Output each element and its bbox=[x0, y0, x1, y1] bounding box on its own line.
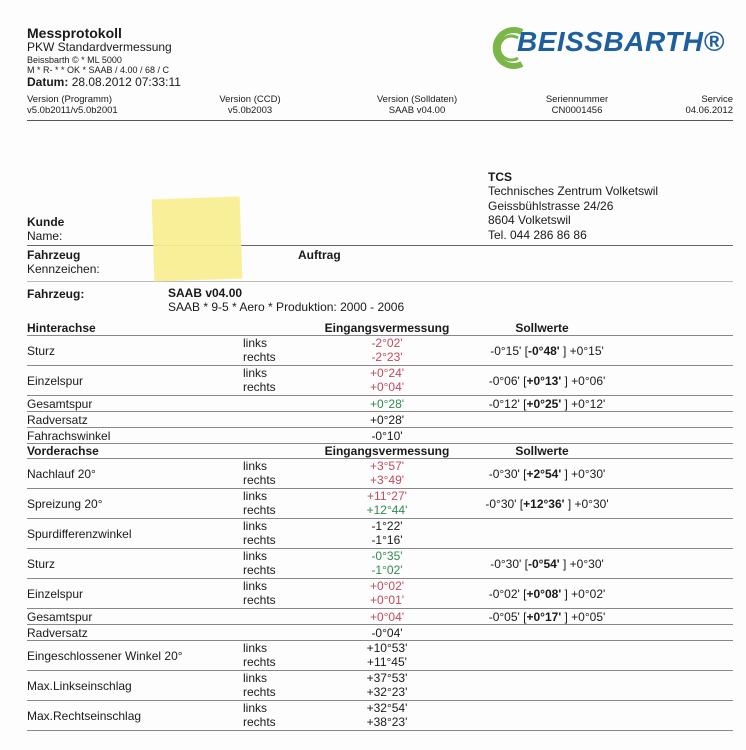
side-label-left: links bbox=[243, 459, 268, 473]
target-min: -0°05' [ bbox=[488, 610, 527, 624]
model-db: SAAB v04.00 bbox=[168, 286, 243, 300]
measurement-row bbox=[27, 671, 733, 701]
value-left: -1°22' bbox=[371, 519, 403, 533]
section-title: Vorderachse bbox=[27, 444, 99, 458]
version-label: Service bbox=[701, 94, 733, 105]
target-range bbox=[447, 557, 647, 571]
version-value: v5.0b2011/v5.0b2001 bbox=[27, 104, 118, 116]
target-nominal: +0°17' bbox=[526, 610, 562, 624]
side-label-right: rechts bbox=[243, 503, 276, 517]
value-right: +11°45' bbox=[367, 655, 407, 669]
side-label-left: links bbox=[243, 671, 268, 685]
value-right: +0°04' bbox=[369, 380, 405, 394]
target-nominal: +0°25' bbox=[526, 397, 562, 411]
version-value: CN0001456 bbox=[551, 104, 603, 116]
target-max: ] +0°06' bbox=[561, 374, 606, 388]
target-nominal: -0°48' bbox=[527, 344, 560, 358]
measurement-name: Gesamtspur bbox=[27, 397, 93, 411]
version-label: Version (Programm) bbox=[27, 94, 112, 105]
workshop-line: Technisches Zentrum Volketswil bbox=[488, 184, 659, 199]
measurement-name: Radversatz bbox=[27, 626, 88, 640]
value-right: +32°23' bbox=[366, 685, 408, 699]
section-header bbox=[27, 444, 733, 459]
vehicle-code: M * R- * * OK * SAAB / 4.00 / 68 / C bbox=[27, 65, 170, 76]
measurement-name: Max.Linkseinschlag bbox=[27, 679, 132, 693]
model-desc: SAAB * 9-5 * Aero * Produktion: 2000 - 2006 bbox=[168, 300, 405, 315]
divider bbox=[27, 245, 733, 246]
target-min: -0°30' [ bbox=[488, 467, 527, 481]
report-header bbox=[27, 25, 181, 89]
report-title: Messprotokoll bbox=[27, 25, 122, 41]
measurement-name: Nachlauf 20° bbox=[27, 467, 96, 481]
measurement-row bbox=[27, 625, 733, 641]
measurement-name: Einzelspur bbox=[27, 374, 84, 388]
side-label-right: rechts bbox=[243, 350, 276, 364]
value-total: +0°28' bbox=[369, 413, 405, 427]
side-label-right: rechts bbox=[243, 593, 276, 607]
measurement-name: Max.Rechtseinschlag bbox=[27, 709, 142, 723]
customer-heading: Kunde bbox=[27, 215, 65, 229]
target-min: -0°12' [ bbox=[488, 397, 527, 411]
measurement-row bbox=[27, 609, 733, 625]
measurement-row bbox=[27, 519, 733, 549]
target-nominal: +0°08' bbox=[526, 587, 562, 601]
date-label: Datum: bbox=[27, 74, 69, 89]
value-left: +0°02' bbox=[369, 579, 405, 593]
workshop-address bbox=[488, 170, 658, 242]
side-label-right: rechts bbox=[243, 685, 276, 699]
value-right: -1°02' bbox=[371, 563, 403, 577]
measurement-row bbox=[27, 366, 733, 396]
order-block bbox=[298, 248, 341, 262]
measurement-name: Radversatz bbox=[27, 413, 88, 427]
measurement-name: Sturz bbox=[27, 557, 56, 571]
version-label: Version (Solldaten) bbox=[376, 94, 458, 105]
side-label-right: rechts bbox=[243, 715, 276, 729]
value-left: -2°02' bbox=[371, 336, 403, 350]
plate-label: Kennzeichen: bbox=[27, 262, 100, 277]
customer-name-label: Name: bbox=[27, 229, 63, 244]
side-label-right: rechts bbox=[243, 380, 276, 394]
logo-text: BEISSBARTH® bbox=[517, 26, 725, 57]
target-range bbox=[447, 374, 647, 388]
side-label-right: rechts bbox=[243, 655, 276, 669]
side-label-left: links bbox=[243, 579, 268, 593]
workshop-line: Geissbühlstrasse 24/26 bbox=[488, 198, 614, 213]
target-max: ] +0°15' bbox=[559, 344, 604, 358]
value-left: +3°57' bbox=[369, 459, 405, 473]
value-right: +0°01' bbox=[369, 593, 405, 607]
value-right: +38°23' bbox=[366, 715, 408, 729]
workshop-phone: Tel. 044 286 86 86 bbox=[488, 227, 587, 242]
value-left: +10°53' bbox=[366, 641, 408, 655]
order-label: Auftrag bbox=[298, 248, 341, 262]
version-serial bbox=[527, 95, 627, 117]
version-programm bbox=[27, 95, 118, 117]
measurement-name: Spurdifferenzwinkel bbox=[27, 527, 132, 541]
target-min: -0°30' [ bbox=[485, 497, 524, 511]
measurement-row bbox=[27, 579, 733, 609]
target-min: -0°15' [ bbox=[490, 344, 528, 358]
beissbarth-logo bbox=[488, 26, 733, 71]
side-label-right: rechts bbox=[243, 563, 276, 577]
target-range bbox=[447, 610, 647, 624]
model-label-text: Fahrzeug: bbox=[27, 287, 85, 301]
value-right: +3°49' bbox=[369, 473, 405, 487]
target-nominal: +2°54' bbox=[526, 467, 562, 481]
side-label-left: links bbox=[243, 489, 268, 503]
target-range bbox=[447, 344, 647, 358]
measurement-row bbox=[27, 396, 733, 412]
side-label-right: rechts bbox=[243, 533, 276, 547]
measurement-name: Einzelspur bbox=[27, 587, 84, 601]
side-label-right: rechts bbox=[243, 473, 276, 487]
side-label-left: links bbox=[243, 549, 268, 563]
workshop-name: TCS bbox=[488, 170, 512, 184]
section-header bbox=[27, 321, 733, 336]
col-measured-header: Eingangsvermessung bbox=[324, 444, 450, 458]
value-left: +0°24' bbox=[369, 366, 405, 380]
measurement-name: Gesamtspur bbox=[27, 610, 93, 624]
measurement-row bbox=[27, 489, 733, 519]
target-max: ] +0°30' bbox=[564, 497, 609, 511]
target-range bbox=[447, 497, 647, 511]
target-range bbox=[447, 397, 647, 411]
model-label bbox=[27, 287, 84, 301]
target-range bbox=[447, 467, 647, 481]
customer-block bbox=[27, 215, 64, 244]
side-label-left: links bbox=[243, 366, 268, 380]
measurement-row bbox=[27, 336, 733, 366]
target-max: ] +0°05' bbox=[561, 610, 606, 624]
target-min: -0°30' [ bbox=[490, 557, 528, 571]
col-measured-header: Eingangsvermessung bbox=[324, 321, 450, 335]
version-value: v5.0b2003 bbox=[227, 104, 273, 116]
value-total: -0°04' bbox=[371, 626, 403, 640]
measurement-row bbox=[27, 701, 733, 731]
value-total: +0°04' bbox=[369, 610, 405, 624]
target-nominal: +12°36' bbox=[523, 497, 565, 511]
target-range bbox=[447, 587, 647, 601]
side-label-left: links bbox=[243, 336, 268, 350]
value-total: +0°28' bbox=[369, 397, 405, 411]
value-right: -2°23' bbox=[371, 350, 403, 364]
target-max: ] +0°30' bbox=[561, 467, 606, 481]
version-service bbox=[685, 95, 733, 117]
measurement-name: Fahrachswinkel bbox=[27, 429, 111, 443]
measurement-row bbox=[27, 641, 733, 671]
target-nominal: -0°54' bbox=[527, 557, 560, 571]
report-subtitle: PKW Standardvermessung bbox=[27, 40, 172, 55]
vehicle-heading: Fahrzeug bbox=[27, 248, 81, 262]
measurement-name: Spreizung 20° bbox=[27, 497, 103, 511]
col-target-header: Sollwerte bbox=[515, 444, 569, 458]
col-target-header: Sollwerte bbox=[515, 321, 569, 335]
workshop-line: 8604 Volketswil bbox=[488, 213, 571, 228]
value-left: +11°27' bbox=[367, 489, 407, 503]
target-max: ] +0°02' bbox=[561, 587, 606, 601]
target-min: -0°02' [ bbox=[488, 587, 527, 601]
measurement-name: Sturz bbox=[27, 344, 56, 358]
target-min: -0°06' [ bbox=[488, 374, 527, 388]
date-value: 28.08.2012 07:33:11 bbox=[71, 74, 181, 89]
version-bar bbox=[27, 95, 733, 121]
target-max: ] +0°30' bbox=[559, 557, 604, 571]
measurement-row bbox=[27, 428, 733, 444]
version-value: SAAB v04.00 bbox=[388, 104, 446, 116]
value-left: +32°54' bbox=[366, 701, 408, 715]
target-max: ] +0°12' bbox=[561, 397, 606, 411]
side-label-left: links bbox=[243, 701, 268, 715]
side-label-left: links bbox=[243, 519, 268, 533]
report-date bbox=[27, 76, 181, 90]
measurement-row bbox=[27, 549, 733, 579]
version-ccd bbox=[205, 95, 295, 117]
measurement-row bbox=[27, 459, 733, 489]
divider bbox=[27, 281, 733, 282]
side-label-left: links bbox=[243, 641, 268, 655]
sticky-note-redaction bbox=[152, 196, 243, 281]
value-total: -0°10' bbox=[371, 429, 403, 443]
model-info bbox=[168, 286, 404, 315]
vehicle-block bbox=[27, 248, 100, 277]
value-right: +12°44' bbox=[366, 503, 408, 517]
measurement-name: Eingeschlossener Winkel 20° bbox=[27, 649, 183, 663]
version-solldaten bbox=[367, 95, 467, 117]
device-info: Beissbarth © * ML 5000 bbox=[27, 54, 122, 65]
section-title: Hinterachse bbox=[27, 321, 96, 335]
version-label: Seriennummer bbox=[545, 94, 609, 105]
value-left: -0°35' bbox=[371, 549, 403, 563]
value-right: -1°16' bbox=[371, 533, 403, 547]
version-value: 04.06.2012 bbox=[685, 104, 733, 116]
measurement-row bbox=[27, 412, 733, 428]
value-left: +37°53' bbox=[366, 671, 408, 685]
target-nominal: +0°13' bbox=[526, 374, 562, 388]
version-label: Version (CCD) bbox=[219, 94, 281, 105]
